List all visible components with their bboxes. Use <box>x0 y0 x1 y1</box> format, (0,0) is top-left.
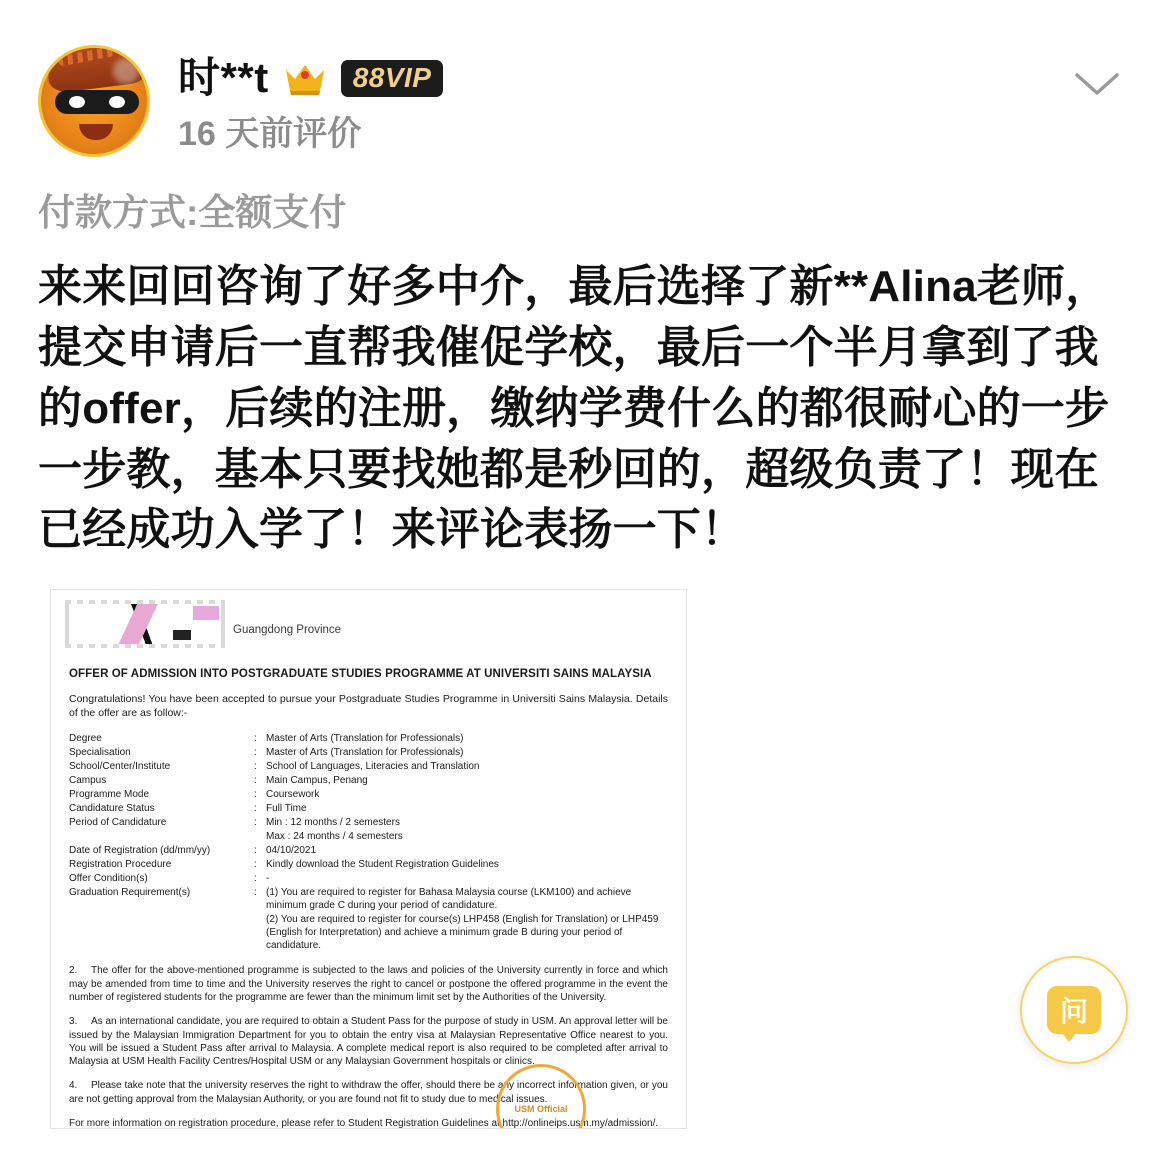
detail-value: Main Campus, Penang <box>266 775 368 787</box>
document-stamp: USM Official <box>496 1064 586 1129</box>
detail-key: School/Center/Institute <box>69 761 171 773</box>
help-bubble-icon: 问 <box>1047 986 1101 1034</box>
detail-key <box>69 830 254 844</box>
detail-key: Period of Candidature <box>69 817 167 829</box>
detail-colon: : <box>254 761 257 773</box>
table-row <box>69 886 668 913</box>
paragraph-number: 4. <box>69 1080 78 1092</box>
detail-value: Master of Arts (Translation for Professionals) <box>266 733 464 745</box>
table-row <box>69 746 668 760</box>
detail-key: Specialisation <box>69 747 131 759</box>
review-time: 16 天前评价 <box>178 115 362 153</box>
document-intro: Congratulations! You have been accepted to pursue your Postgraduate Studies Programme in Universiti Sains Malaysia. Details of the offer are as follow:- <box>69 692 668 720</box>
table-row <box>69 872 668 886</box>
table-row <box>69 913 668 953</box>
document-details-table <box>69 732 668 953</box>
detail-key: Degree <box>69 733 102 745</box>
paragraph-number: 2. <box>69 965 78 977</box>
detail-value: - <box>266 873 270 885</box>
detail-colon: : <box>254 803 257 815</box>
detail-colon <box>254 913 266 953</box>
detail-colon: : <box>254 775 257 787</box>
document-logo <box>65 600 225 648</box>
table-row <box>69 774 668 788</box>
logo-block-1 <box>193 606 219 620</box>
detail-value: Full Time <box>266 803 307 815</box>
logo-block-2 <box>173 630 191 640</box>
paragraph-text: As an international candidate, you are required to obtain a Student Pass for the purpose of study in USM. An approval letter will be issued by the Malaysian Immigration Department for you to obtain the entry visa at Malaysian Representative Office nearest to you. You will be issued a Student Pass after arrival to Malaysia. A complete medical report is also required to be completed after arrival to Malaysia at USM Health Facility Centres/Hospital USM or any Malaysian Government hospitals or clinics. <box>69 1016 668 1068</box>
detail-colon: : <box>254 789 257 801</box>
table-row <box>69 732 668 746</box>
detail-key: Programme Mode <box>69 789 150 801</box>
detail-key <box>69 913 254 953</box>
table-row <box>69 760 668 774</box>
table-row <box>69 844 668 858</box>
detail-colon: : <box>254 733 257 745</box>
detail-value: (2) You are required to register for course(s) LHP458 (English for Translation) or LHP459 (English for Interpretation) and achieve a minimum grade B during your period of candidature. <box>266 914 659 952</box>
table-row <box>69 802 668 816</box>
paragraph-number: 3. <box>69 1016 78 1028</box>
detail-key: Graduation Requirement(s) <box>69 887 191 899</box>
document-province: Guangdong Province <box>233 623 342 636</box>
document-paragraph-3 <box>69 1015 668 1068</box>
table-row <box>69 830 668 844</box>
crown-icon <box>283 60 327 96</box>
header-text-block <box>178 45 443 151</box>
detail-value: Kindly download the Student Registration Guidelines <box>266 859 499 871</box>
detail-key: Candidature Status <box>69 803 155 815</box>
document-paragraph-5: For more information on registration procedure, please refer to Student Registration Guidelines at http://onlineips.usm.my/admission/. <box>69 1118 659 1129</box>
avatar-mouth <box>79 124 113 140</box>
detail-value: Master of Arts (Translation for Professionals) <box>266 747 464 759</box>
detail-value: Min : 12 months / 2 semesters <box>266 817 400 829</box>
attached-document-image[interactable] <box>50 589 687 1129</box>
detail-colon: : <box>254 817 257 829</box>
detail-key: Campus <box>69 775 107 787</box>
table-row <box>69 788 668 802</box>
detail-value: Max : 24 months / 4 semesters <box>266 831 403 843</box>
table-row <box>69 858 668 872</box>
detail-value: 04/10/2021 <box>266 845 317 857</box>
detail-key: Registration Procedure <box>69 859 172 871</box>
detail-value: School of Languages, Literacies and Translation <box>266 761 480 773</box>
avatar-mask <box>55 90 139 114</box>
detail-colon: : <box>254 887 257 899</box>
review-body-text: 来来回回咨询了好多中介，最后选择了新**Alina老师，提交申请后一直帮我催促学校，最后一个半月拿到了我的offer，后续的注册，缴纳学费什么的都很耐心的一步一步教，基本只要找她都是秒回的，超级负责了！现在已经成功入学了！来评论表扬一下！ <box>38 262 1110 555</box>
table-row <box>69 816 668 830</box>
document-paragraph-2 <box>69 964 668 1004</box>
detail-colon: : <box>254 845 257 857</box>
detail-colon <box>254 830 266 844</box>
paragraph-text: The offer for the above-mentioned programme is subjected to the laws and policies of the University currently in force and which may be amended from time to time and the University reserves the right to cancel or postpone the offered programme in the event the number of registered students for the programme are fewer than the minimum limit set by the Authorities of the University. <box>69 965 668 1003</box>
payment-method: 付款方式:全额支付 <box>38 192 347 233</box>
vip-badge: 88VIP <box>341 60 444 97</box>
paragraph-text: Please take note that the university reserves the right to withdraw the offer, should there be any incorrect information given, or you are not getting approval from the Malaysian Authority, or you are found not fit to study due to medical issues. <box>69 1080 668 1105</box>
avatar-shine <box>113 58 139 84</box>
username: 时**t <box>178 54 269 101</box>
help-fab-button[interactable] <box>1020 956 1128 1064</box>
detail-colon: : <box>254 873 257 885</box>
detail-key: Date of Registration (dd/mm/yy) <box>69 845 211 857</box>
detail-colon: : <box>254 859 257 871</box>
document-title: OFFER OF ADMISSION INTO POSTGRADUATE STUDIES PROGRAMME AT UNIVERSITI SAINS MALAYSIA <box>69 667 652 680</box>
chevron-down-icon[interactable] <box>1074 70 1120 98</box>
detail-value: (1) You are required to register for Bahasa Malaysia course (LKM100) and achieve minimum grade C during your period of candidature. <box>266 887 632 912</box>
detail-colon: : <box>254 747 257 759</box>
name-row <box>178 54 443 101</box>
review-header <box>0 0 1170 157</box>
detail-value: Coursework <box>266 789 320 801</box>
detail-key: Offer Condition(s) <box>69 873 148 885</box>
avatar[interactable] <box>38 45 150 157</box>
